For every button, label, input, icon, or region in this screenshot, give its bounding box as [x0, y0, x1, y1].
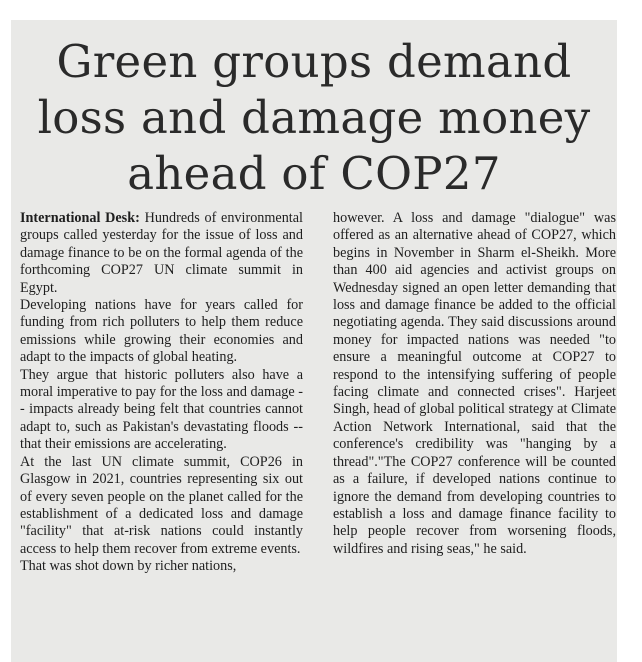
byline: International Desk: — [20, 210, 140, 226]
article-body — [20, 210, 616, 576]
article-paragraph: however. A loss and damage "dialogue" was offered as an alternative ahead of COP27, which begins in November in Sharm el-Sheikh. More than 400 aid agencies and activist groups on Wednesday signed an open letter demanding that loss and damage finance be added to the official negotiating agenda. They said discussions around money for impacted nations was needed "to ensure a meaningful outcome at COP27 to respond to the intensifying suffering of people facing climate and connected crises". Harjeet Singh, head of global political strategy at Climate Action Network International, said that the conference's credibility was "hanging by a thread"."The COP27 conference will be counted as a failure, if developed nations continue to ignore the demand from developing countries to establish a loss and damage finance facility to help people recover from worsening floods, wildfires and rising seas," he said. — [333, 210, 616, 557]
news-clipping — [11, 20, 617, 662]
headline: Green groups demand loss and damage money ahead of COP27 — [37, 35, 591, 200]
article-paragraph — [20, 210, 303, 297]
article-column-right — [333, 210, 616, 576]
article-paragraph: That was shot down by richer nations, — [20, 558, 237, 575]
paragraph-text: Hundreds of environmental groups called yesterday for the issue of loss and damage finance to be on the formal agenda of the forthcoming COP27 UN climate summit in Egypt. — [20, 210, 303, 296]
article-paragraph: They argue that historic polluters also have a moral imperative to pay for the loss and damage -- impacts already being felt that countries cannot adapt to, such as Pakistan's devastating floods -- that their emissions are accelerating. — [20, 366, 303, 453]
article-column-left — [20, 210, 303, 576]
article-paragraph: Developing nations have for years called for funding from rich polluters to help them reduce emissions while growing their economies and adapt to the impacts of global heating. — [20, 297, 303, 366]
article-paragraph: At the last UN climate summit, COP26 in Glasgow in 2021, countries representing six out of every seven people on the planet called for the establishment of a dedicated loss and damage "facility" that at-risk nations could instantly access to help them recover from extreme events. — [20, 453, 303, 557]
